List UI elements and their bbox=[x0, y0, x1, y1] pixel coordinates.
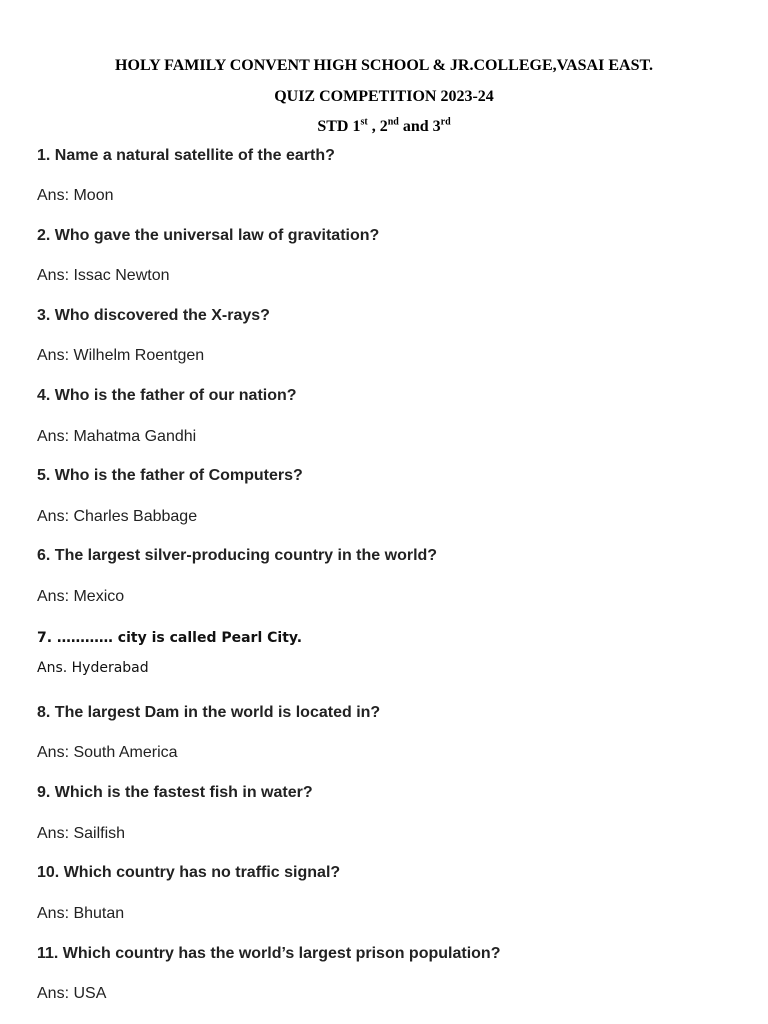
answer-6: Ans: Mexico bbox=[37, 588, 125, 605]
answer-4: Ans: Mahatma Gandhi bbox=[37, 428, 197, 445]
answer-9: Ans: Sailfish bbox=[37, 825, 126, 842]
question-6: 6. The largest silver-producing country in the world? bbox=[37, 547, 438, 564]
answer-5: Ans: Charles Babbage bbox=[37, 508, 198, 525]
question-2: 2. Who gave the universal law of gravitation? bbox=[37, 227, 380, 244]
question-7: 7. ………… city is called Pearl City. bbox=[37, 630, 303, 646]
std-sup-3: rd bbox=[440, 116, 451, 128]
std-mid-2: and 3 bbox=[398, 118, 441, 135]
question-1: 1. Name a natural satellite of the earth? bbox=[37, 147, 335, 164]
question-8: 8. The largest Dam in the world is located in? bbox=[37, 704, 381, 721]
std-sup-2: nd bbox=[387, 116, 399, 128]
answer-11: Ans: USA bbox=[37, 985, 107, 1002]
question-4: 4. Who is the father of our nation? bbox=[37, 387, 297, 404]
answer-8: Ans: South America bbox=[37, 744, 178, 761]
standard-heading bbox=[0, 117, 768, 137]
std-sup-1: st bbox=[360, 116, 368, 128]
question-9: 9. Which is the fastest fish in water? bbox=[37, 784, 313, 801]
answer-3: Ans: Wilhelm Roentgen bbox=[37, 347, 205, 364]
question-10: 10. Which country has no traffic signal? bbox=[37, 864, 341, 881]
std-mid-1: , 2 bbox=[367, 118, 388, 135]
question-11: 11. Which country has the world’s largest prison population? bbox=[37, 945, 501, 962]
std-prefix: STD 1 bbox=[317, 118, 361, 135]
question-5: 5. Who is the father of Computers? bbox=[37, 467, 303, 484]
question-3: 3. Who discovered the X-rays? bbox=[37, 307, 270, 324]
answer-1: Ans: Moon bbox=[37, 187, 114, 204]
answer-2: Ans: Issac Newton bbox=[37, 267, 170, 284]
school-name-heading: HOLY FAMILY CONVENT HIGH SCHOOL & JR.COLLEGE,VASAI EAST. bbox=[115, 57, 653, 74]
answer-10: Ans: Bhutan bbox=[37, 905, 125, 922]
answer-7: Ans. Hyderabad bbox=[37, 660, 149, 676]
competition-heading: QUIZ COMPETITION 2023-24 bbox=[274, 88, 494, 105]
